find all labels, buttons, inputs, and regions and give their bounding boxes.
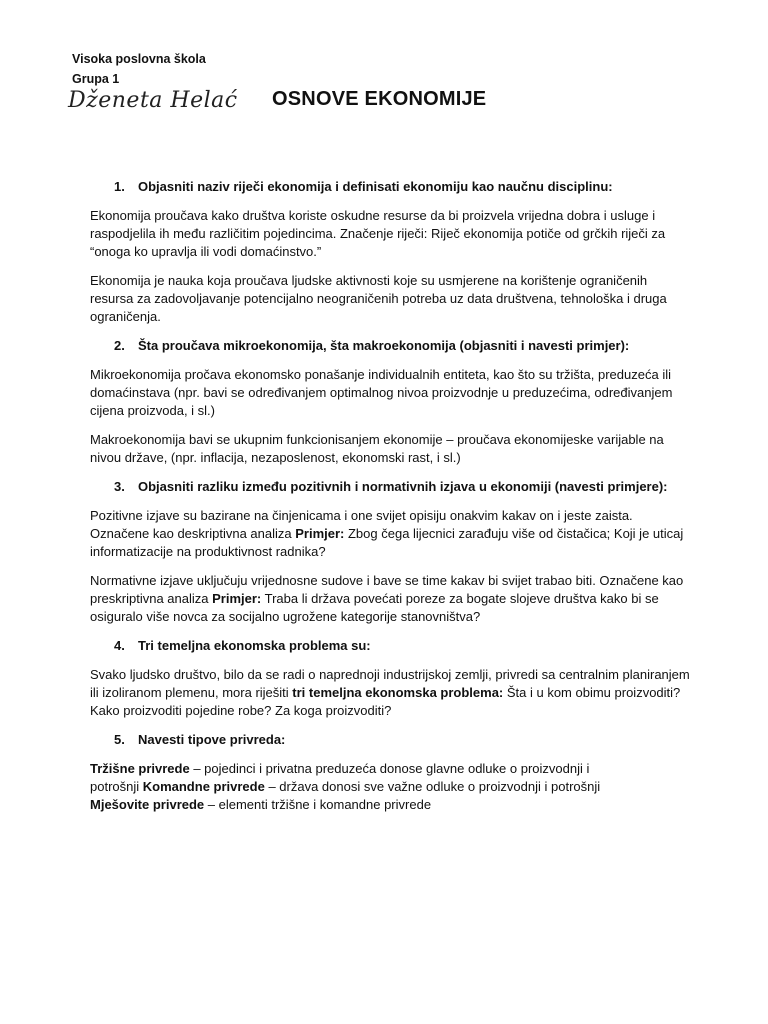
- list-item: [90, 760, 690, 778]
- answer-paragraph: [90, 666, 690, 720]
- answer-paragraph: Makroekonomija bavi se ukupnim funkcionisanjem ekonomije – proučava ekonomijeske varijable na nivou države, (npr. inflacija, nezaposlenost, ekonomski rast, i sl.): [90, 432, 664, 465]
- question-number: 4.: [114, 638, 125, 653]
- document-body: [90, 178, 690, 825]
- question-5: [114, 731, 690, 749]
- question-text: Navesti tipove privreda:: [138, 732, 286, 747]
- economy-type-text: – elementi tržišne i komandne privrede: [204, 797, 432, 812]
- author-signature: Dženeta Helać: [68, 88, 238, 113]
- question-1: [114, 178, 690, 196]
- answer-paragraph: Mikroekonomija pročava ekonomsko ponašanje individualnih entiteta, kao što su tržišta, preduzeća ili domaćinstava (npr. bavi se određivanjem optimalnog nivoa proizvodnje u preduzećima, određivanjem cijena proizvoda, i sl.): [90, 367, 673, 418]
- economy-type-text: potrošnji: [90, 779, 143, 794]
- economy-types-list: [90, 760, 690, 814]
- answer-text: Pozitivne izjave su bazirane na činjenicama i one svijet opisiju onakvim kakav on i jeste zaista. Označene kao deskriptivna analiza: [90, 508, 633, 541]
- question-text: Šta proučava mikroekonomija, šta makroekonomija (objasniti i navesti primjer):: [138, 338, 630, 353]
- question-3: [114, 478, 690, 496]
- answer-paragraph: Ekonomija je nauka koja proučava ljudske aktivnosti koje su usmjerene na korištenje ograničenih resursa za zadovoljavanje potencijalno neograničenih potreba uz data društvena, tehnološka i druga ograničenja.: [90, 273, 667, 324]
- answer-text: Šta i u kom obimu proizvoditi? Kako proizvoditi pojedine robe? Za koga proizvoditi?: [90, 685, 681, 718]
- emphasis-text: tri temeljna ekonomska problema:: [292, 685, 504, 700]
- school-name: Visoka poslovna škola: [72, 52, 206, 66]
- answer-paragraph: [90, 572, 690, 626]
- list-item: [90, 796, 690, 814]
- answer-text: Traba li država povećati poreze za bogate slojeve društva kako bi se osiguralo više novca za socijalno ugrožene kategorije stanovništva?: [90, 591, 659, 624]
- document-title: OSNOVE EKONOMIJE: [272, 88, 487, 110]
- example-label: Primjer:: [212, 591, 262, 606]
- economy-type-text: – pojedinci i privatna preduzeća donose glavne odluke o proizvodnji i: [189, 761, 590, 776]
- answer-text: Normativne izjave uključuju vrijednosne sudove i bave se time kakav bi svijet trabao biti. Označene kao preskriptivna analiza: [90, 573, 684, 606]
- economy-type-label: Tržišne privrede: [90, 761, 190, 776]
- answer-text: Svako ljudsko društvo, bilo da se radi o naprednoji industrijskoj zemlji, privredi sa centralnim planiranjem ili izoliranom plemenu, mora riješiti: [90, 667, 690, 700]
- question-text: Tri temeljna ekonomska problema su:: [138, 638, 371, 653]
- question-text: Objasniti naziv riječi ekonomija i definisati ekonomiju kao naučnu disciplinu:: [138, 179, 613, 194]
- list-item: [90, 778, 690, 796]
- question-4: [114, 637, 690, 655]
- question-number: 3.: [114, 479, 125, 494]
- group-label: Grupa 1: [72, 72, 120, 86]
- question-2: [114, 337, 690, 355]
- answer-paragraph: [90, 507, 690, 561]
- answer-paragraph: Ekonomija proučava kako društva koriste oskudne resurse da bi proizvela vrijedna dobra i usluge i raspodjelila ih među različitim pojedincima. Značenje riječi: Riječ ekonomija potiče od grčkih riječi za “onoga ko upravlja ili vodi domaćinstvo.”: [90, 208, 666, 259]
- economy-type-label: Mješovite privrede: [90, 797, 205, 812]
- example-label: Primjer:: [295, 526, 345, 541]
- question-number: 1.: [114, 179, 125, 194]
- economy-type-label: Komandne privrede: [142, 779, 265, 794]
- answer-text: Zbog čega lijecnici zarađuju više od čistačica; Koji je uticaj informatizacije na produktivnost radnika?: [90, 526, 684, 559]
- question-number: 5.: [114, 732, 125, 747]
- question-number: 2.: [114, 338, 125, 353]
- question-text: Objasniti razliku između pozitivnih i normativnih izjava u ekonomiji (navesti primjere):: [138, 479, 668, 494]
- economy-type-text: – država donosi sve važne odluke o proizvodnji i potrošnji: [264, 779, 601, 794]
